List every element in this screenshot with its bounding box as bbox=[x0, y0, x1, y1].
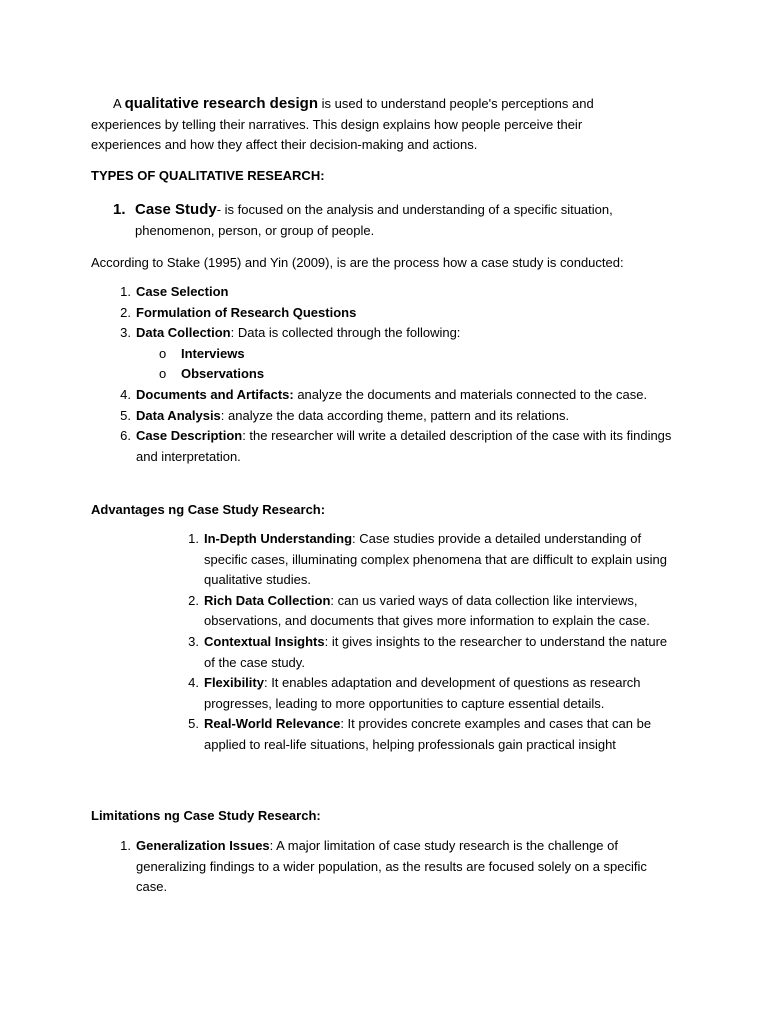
list-number: 5. bbox=[120, 407, 131, 423]
list-item-term: In-Depth Understanding bbox=[204, 531, 353, 546]
list-item-text: : can us varied ways of data collection like interviews, observations, and documents that gives more information to explain the case. bbox=[204, 592, 650, 629]
case-study-item bbox=[113, 200, 658, 241]
list-number: 1. bbox=[188, 531, 199, 546]
list-item-text: : it gives insights to the researcher to understand the nature of the case study. bbox=[204, 633, 668, 670]
list-item-text: : It provides concrete examples and cases that can be applied to real-life situations, helping professionals gain practical insight bbox=[204, 716, 652, 752]
list-item bbox=[188, 529, 674, 591]
list-item bbox=[120, 836, 681, 898]
list-item bbox=[120, 385, 696, 406]
advantages-list bbox=[188, 529, 674, 756]
sub-list-item bbox=[136, 364, 696, 385]
case-study-text: - is focused on the analysis and understanding of a specific situation, phenomenon, person, or group of people. bbox=[135, 202, 613, 238]
list-item bbox=[120, 406, 696, 427]
types-heading: TYPES OF QUALITATIVE RESEARCH: bbox=[91, 168, 325, 183]
list-item-text: : Data is collected through the following: bbox=[230, 325, 461, 341]
list-item bbox=[188, 632, 674, 673]
sub-list-item bbox=[136, 344, 696, 365]
list-item-term: Data Collection bbox=[136, 325, 231, 341]
list-number: 1. bbox=[120, 838, 131, 853]
list-item-text: : It enables adaptation and development of questions as research progresses, leading to more opportunities to capture essential details. bbox=[204, 675, 641, 711]
list-item-term: Data Analysis bbox=[136, 407, 221, 423]
list-item-term: Flexibility bbox=[204, 675, 264, 691]
list-item bbox=[120, 282, 696, 303]
list-number: 5. bbox=[188, 716, 199, 732]
list-item-text: : analyze the data according theme, pattern and its relations. bbox=[220, 407, 570, 423]
list-number: 3. bbox=[188, 633, 199, 649]
list-item bbox=[188, 673, 674, 714]
case-study-term: Case Study bbox=[135, 201, 217, 218]
sub-list-label: Interviews bbox=[181, 345, 245, 361]
list-item-text: : Case studies provide a detailed understanding of specific cases, illuminating complex phenomena that are difficult to explain using qualitative studies. bbox=[204, 531, 667, 588]
list-item bbox=[188, 714, 674, 755]
list-item-term: Contextual Insights bbox=[204, 633, 325, 649]
list-number: 4. bbox=[120, 386, 131, 402]
list-item-term: Case Description bbox=[136, 428, 243, 444]
case-study-number: 1. bbox=[113, 201, 126, 218]
list-item-term: Case Selection bbox=[136, 284, 229, 299]
limitations-heading: Limitations ng Case Study Research: bbox=[91, 808, 321, 823]
advantages-heading: Advantages ng Case Study Research: bbox=[91, 502, 326, 517]
list-item-text: analyze the documents and materials connected to the case. bbox=[293, 386, 648, 402]
process-steps-list bbox=[120, 282, 696, 467]
list-item bbox=[120, 323, 696, 385]
list-item bbox=[120, 426, 696, 467]
list-number: 4. bbox=[188, 675, 199, 691]
list-item-text: : the researcher will write a detailed description of the case with its findings and interpretation. bbox=[136, 428, 672, 464]
intro-prefix: A bbox=[113, 96, 121, 111]
list-item bbox=[188, 591, 674, 632]
list-item-term: Formulation of Research Questions bbox=[136, 304, 357, 320]
list-number: 1. bbox=[120, 284, 131, 299]
bullet-icon: o bbox=[159, 345, 167, 361]
stake-paragraph: According to Stake (1995) and Yin (2009), is are the process how a case study is conducted: bbox=[91, 255, 624, 270]
list-item-term: Generalization Issues bbox=[136, 838, 270, 853]
intro-term: qualitative research design bbox=[124, 95, 319, 112]
intro-paragraph bbox=[91, 94, 651, 156]
list-item-term: Documents and Artifacts: bbox=[136, 386, 294, 402]
bullet-icon: o bbox=[159, 366, 167, 382]
limitations-list bbox=[120, 836, 681, 898]
list-item bbox=[120, 303, 696, 324]
sub-list-label: Observations bbox=[181, 366, 265, 382]
list-item-text: : A major limitation of case study research is the challenge of generalizing findings to a wider population, as the results are focused solely on a specific case. bbox=[136, 838, 647, 895]
list-number: 2. bbox=[188, 592, 199, 608]
list-number: 3. bbox=[120, 325, 131, 341]
list-item-term: Rich Data Collection bbox=[204, 592, 331, 608]
list-item-term: Real-World Relevance bbox=[204, 716, 341, 732]
intro-text: is used to understand people's perceptions and experiences by telling their narratives. This design explains how people perceive their experiences and how they affect their decision-making and actions. bbox=[91, 96, 594, 153]
list-number: 2. bbox=[120, 304, 131, 320]
list-number: 6. bbox=[120, 428, 131, 444]
